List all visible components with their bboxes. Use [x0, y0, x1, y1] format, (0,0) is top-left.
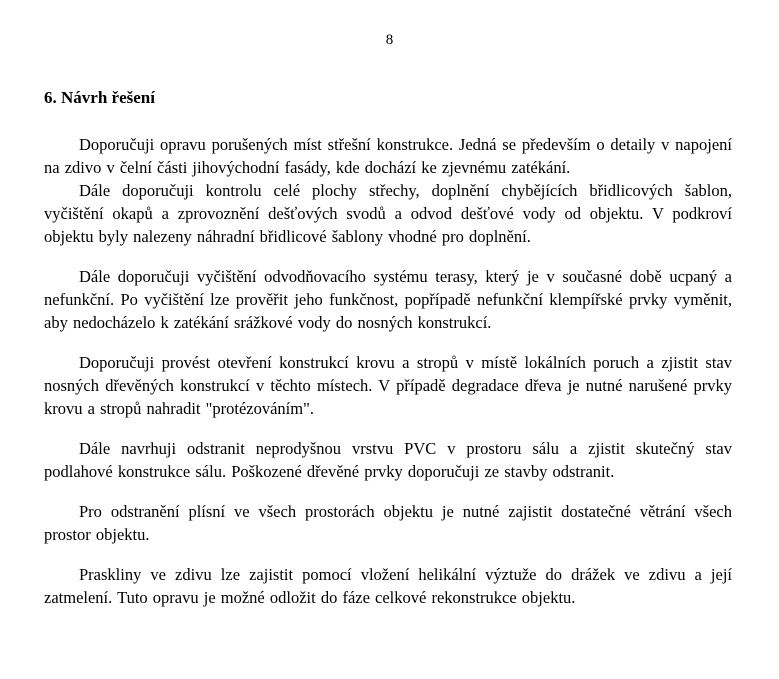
- paragraph: Dále navrhuji odstranit neprodyšnou vrstvu PVC v prostoru sálu a zjistit skutečný stav podlahové konstrukce sálu. Poškozené dřevěné prvky doporučuji ze stavby odstranit.: [44, 439, 732, 481]
- paragraph: Doporučuji provést otevření konstrukcí krovu a stropů v místě lokálních poruch a zjistit stav nosných dřevěných konstrukcí v těchto místech. V případě degradace dřeva je nutné narušené prvky krovu a stropů nahradit "protézováním".: [44, 353, 732, 418]
- paragraph: Doporučuji opravu porušených míst střešní konstrukce. Jedná se především o detaily v napojení na zdivo v čelní části jihovýchodní fasády, kde dochází ke zjevnému zatékání.: [44, 135, 732, 177]
- paragraph: Pro odstranění plísní ve všech prostorách objektu je nutné zajistit dostatečné větrání všech prostor objektu.: [44, 502, 732, 544]
- page-number: 8: [385, 32, 394, 48]
- page-content: [0, 89, 779, 609]
- paragraph: Dále doporučuji vyčištění odvodňovacího systému terasy, který je v současné době ucpaný a nefunkční. Po vyčištění lze prověřit jeho funkčnost, popřípadě nefunkční klempířské prvky vyměnit, aby nedocházelo k zatékání srážkové vody do nosných konstrukcí.: [44, 267, 732, 332]
- paragraph: Dále doporučuji kontrolu celé plochy střechy, doplnění chybějících břidlicových šablon, vyčištění okapů a zprovoznění dešťových svodů a odvod dešťové vody od objektu. V podkroví objektu byly nalezeny náhradní břidlicové šablony vhodné pro doplnění.: [44, 181, 732, 246]
- paragraph: Praskliny ve zdivu lze zajistit pomocí vložení helikální výztuže do drážek ve zdivu a její zatmelení. Tuto opravu je možné odložit do fáze celkové rekonstrukce objektu.: [44, 565, 732, 607]
- body-text: [44, 133, 732, 609]
- section-heading: 6. Návrh řešení: [44, 88, 155, 107]
